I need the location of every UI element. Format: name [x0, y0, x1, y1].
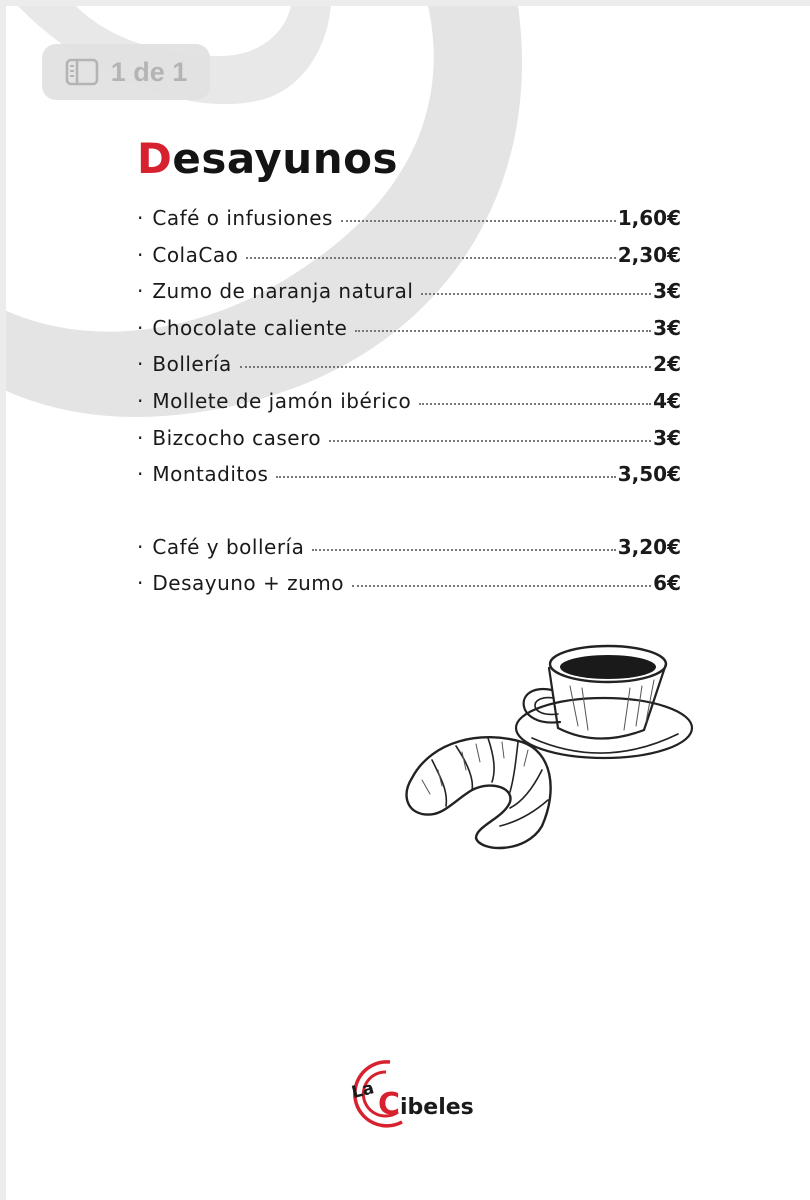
bullet: · — [137, 534, 144, 559]
dot-leader — [329, 439, 651, 442]
item-price: 3,20€ — [617, 534, 681, 559]
bullet: · — [137, 242, 144, 267]
combo-item — [137, 535, 681, 572]
dot-leader — [312, 548, 615, 551]
item-price: 2,30€ — [617, 242, 681, 267]
dot-leader — [341, 219, 616, 222]
item-name: Desayuno + zumo — [152, 571, 345, 596]
item-price: 3€ — [653, 279, 681, 304]
menu-item — [137, 243, 681, 280]
page-indicator-label: 1 de 1 — [110, 56, 188, 87]
coffee-cup-icon — [516, 646, 692, 758]
coffee-croissant-illustration — [392, 630, 702, 860]
menu-item — [137, 462, 681, 499]
item-name: Café o infusiones — [152, 206, 333, 230]
bullet: · — [137, 425, 144, 450]
menu-item — [137, 352, 681, 389]
item-price: 6€ — [653, 571, 681, 596]
bullet: · — [137, 352, 144, 377]
la-cibeles-logo — [344, 1052, 484, 1142]
item-price: 3,50€ — [617, 462, 681, 487]
menu-title-rest: esayunos — [172, 134, 398, 183]
menu-title-initial: D — [137, 134, 173, 183]
menu-list — [137, 206, 681, 608]
dot-leader — [352, 584, 651, 587]
svg-text:ibeles: ibeles — [400, 1095, 474, 1120]
menu-item — [137, 279, 681, 316]
menu-item — [137, 316, 681, 353]
item-name: Bizcocho casero — [152, 425, 322, 450]
bullet: · — [137, 279, 144, 304]
menu-title — [137, 134, 398, 183]
item-name: Mollete de jamón ibérico — [152, 388, 412, 413]
item-name: Zumo de naranja natural — [152, 279, 414, 304]
sidebar-icon — [65, 58, 99, 86]
dot-leader — [240, 365, 651, 368]
item-name: Bollería — [152, 352, 232, 377]
item-price: 3€ — [653, 425, 681, 450]
bullet: · — [137, 315, 144, 340]
bullet: · — [137, 462, 144, 487]
dot-leader — [276, 475, 615, 478]
menu-item — [137, 426, 681, 463]
bullet: · — [137, 571, 144, 596]
bullet: · — [137, 388, 144, 413]
svg-text:C: C — [378, 1087, 401, 1122]
page-indicator[interactable] — [42, 44, 210, 100]
dot-leader — [246, 256, 615, 259]
item-price: 2€ — [653, 352, 681, 377]
combo-item — [137, 571, 681, 608]
menu-item — [137, 389, 681, 426]
menu-page — [6, 6, 810, 1200]
dot-leader — [419, 402, 651, 405]
menu-gap — [137, 499, 681, 535]
item-name: Chocolate caliente — [152, 315, 348, 340]
svg-text:La: La — [349, 1078, 377, 1104]
item-name: Café y bollería — [152, 534, 305, 559]
croissant-icon — [407, 737, 551, 848]
dot-leader — [355, 329, 651, 332]
item-price: 1,60€ — [617, 206, 681, 230]
item-price: 4€ — [653, 388, 681, 413]
menu-item — [137, 206, 681, 243]
item-name: ColaCao — [152, 242, 239, 267]
dot-leader — [421, 292, 651, 295]
item-price: 3€ — [653, 315, 681, 340]
item-name: Montaditos — [152, 462, 269, 487]
bullet: · — [137, 206, 144, 230]
